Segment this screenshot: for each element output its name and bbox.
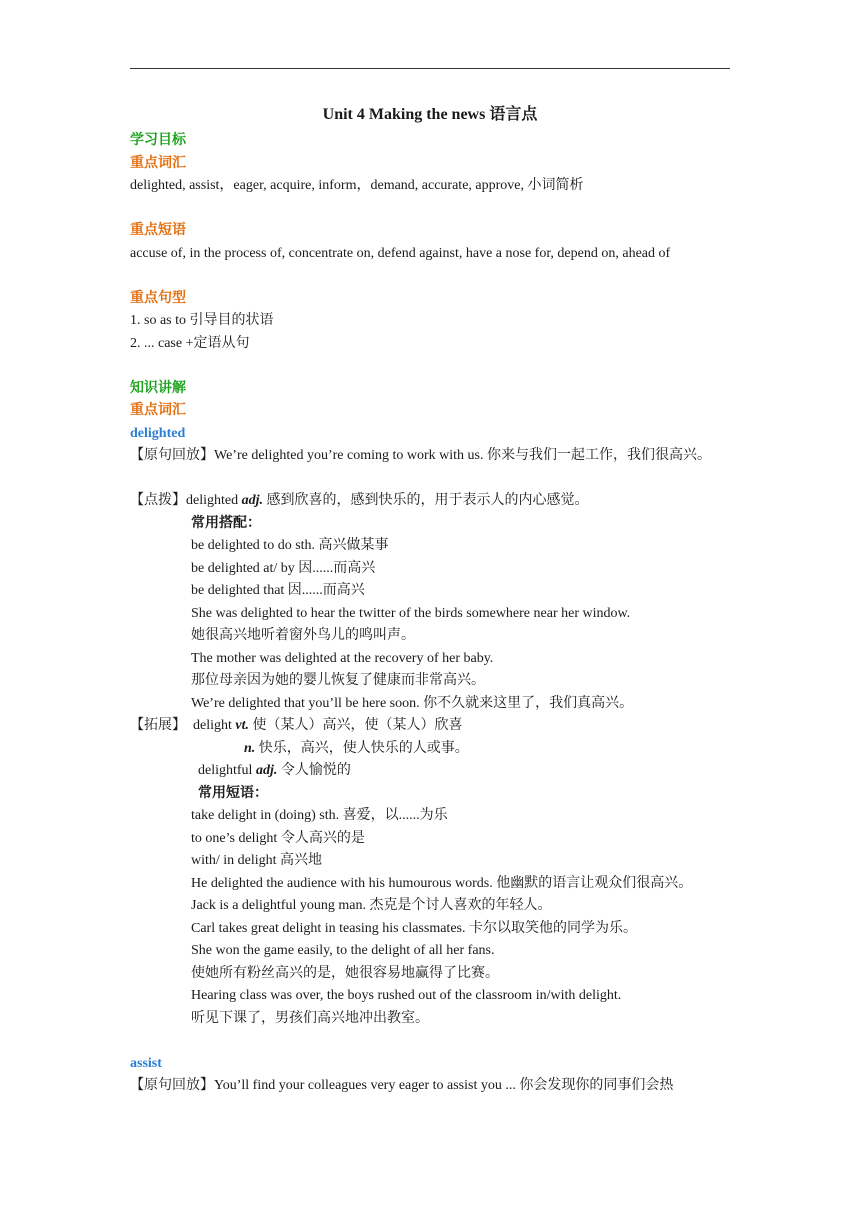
pattern-item: 2. ... case +定语从句 [130, 335, 250, 351]
example-line: 听见下课了，男孩们高兴地冲出教室。 [191, 1010, 429, 1026]
example-line: He delighted the audience with his humourous words. 他幽默的语言让观众们很高兴。 [191, 875, 693, 891]
tip-text: 感到欣喜的，感到快乐的，用于表示人的内心感觉。 [263, 493, 589, 508]
extension-delightful: delightful [198, 763, 256, 778]
original-text: You’ll find your colleagues very eager to assist you ... 你会发现你的同事们会热 [214, 1078, 674, 1093]
extension-adj-line [130, 760, 730, 783]
key-phrases-text: accuse of, in the process of, concentrate on, defend against, have a nose for, depend on, ahead of [130, 245, 671, 261]
knowledge-vocab-heading: 重点词汇 [130, 403, 186, 418]
pattern-item: 1. so as to 引导目的状语 [130, 313, 274, 328]
knowledge-heading: 知识讲解 [130, 380, 186, 396]
example-line: Jack is a delightful young man. 杰克是个讨人喜欢的年轻人。 [191, 898, 552, 913]
extension-pos-adj: adj. [255, 763, 278, 778]
phrase-line: take delight in (doing) sth. 喜爱，以......为乐 [191, 808, 448, 823]
key-phrases-heading: 重点短语 [130, 223, 186, 238]
extension-adj-text: 令人愉悦的 [277, 763, 351, 778]
example-line: 她很高兴地听着窗外鸟儿的鸣叫声。 [191, 628, 415, 643]
assist-original-sentence [130, 1075, 730, 1098]
extension-word: delight [193, 718, 236, 733]
document-title: Unit 4 Making the news 语言点 [322, 106, 538, 123]
collocation-line: be delighted to do sth. 高兴做某事 [191, 538, 389, 553]
key-vocab-text: delighted, assist，eager, acquire, inform，demand, accurate, approve, 小词简析 [130, 178, 584, 193]
header-rule [130, 68, 730, 69]
extension-pos-n: n. [244, 740, 256, 756]
collocation-line: be delighted that 因......而高兴 [191, 583, 365, 598]
example-line: The mother was delighted at the recovery of her baby. [191, 650, 494, 666]
phrases-heading: 常用短语： [198, 785, 268, 801]
example-line: She was delighted to hear the twitter of the birds somewhere near her window. [191, 605, 631, 621]
tip-label: 【点拨】 [130, 493, 186, 508]
key-patterns-heading: 重点句型 [130, 290, 186, 306]
learning-goals-heading: 学习目标 [130, 133, 186, 148]
original-label: 【原句回放】 [130, 1078, 214, 1093]
word-delighted: delighted [130, 425, 186, 441]
example-line: 使她所有粉丝高兴的是，她很容易地赢得了比赛。 [191, 965, 499, 981]
original-sentence [130, 445, 730, 490]
example-line: We’re delighted that you’ll be here soon. 你不久就来这里了，我们真高兴。 [191, 695, 634, 711]
original-label: 【原句回放】 [130, 448, 214, 463]
example-line: 那位母亲因为她的婴儿恢复了健康而非常高兴。 [191, 673, 485, 688]
tip-pos: adj. [241, 493, 263, 508]
phrase-line: to one’s delight 令人高兴的是 [191, 830, 365, 846]
example-line: She won the game easily, to the delight of all her fans. [191, 943, 495, 958]
tip-line [130, 490, 730, 513]
collocation-line: be delighted at/ by 因......而高兴 [191, 560, 376, 576]
document-page [130, 100, 730, 1098]
extension-label: 【拓展】 [130, 718, 186, 733]
example-line: Carl takes great delight in teasing his classmates. 卡尔以取笑他的同学为乐。 [191, 920, 637, 936]
extension-vt-text: 使（某人）高兴，使（某人）欣喜 [249, 718, 463, 733]
example-line: Hearing class was over, the boys rushed out of the classroom in/with delight. [191, 988, 622, 1003]
extension-line [130, 715, 730, 738]
key-vocab-heading: 重点词汇 [130, 155, 186, 171]
word-assist: assist [130, 1055, 162, 1071]
phrase-line: with/ in delight 高兴地 [191, 853, 323, 868]
extension-noun-line [130, 738, 730, 761]
extension-n-text: 快乐，高兴，使人快乐的人或事。 [255, 740, 469, 756]
tip-word: delighted [186, 493, 242, 508]
collocation-heading: 常用搭配： [191, 515, 261, 531]
extension-pos-vt: vt. [235, 718, 249, 733]
original-text: We’re delighted you’re coming to work with us. 你来与我们一起工作，我们很高兴。 [214, 448, 711, 463]
